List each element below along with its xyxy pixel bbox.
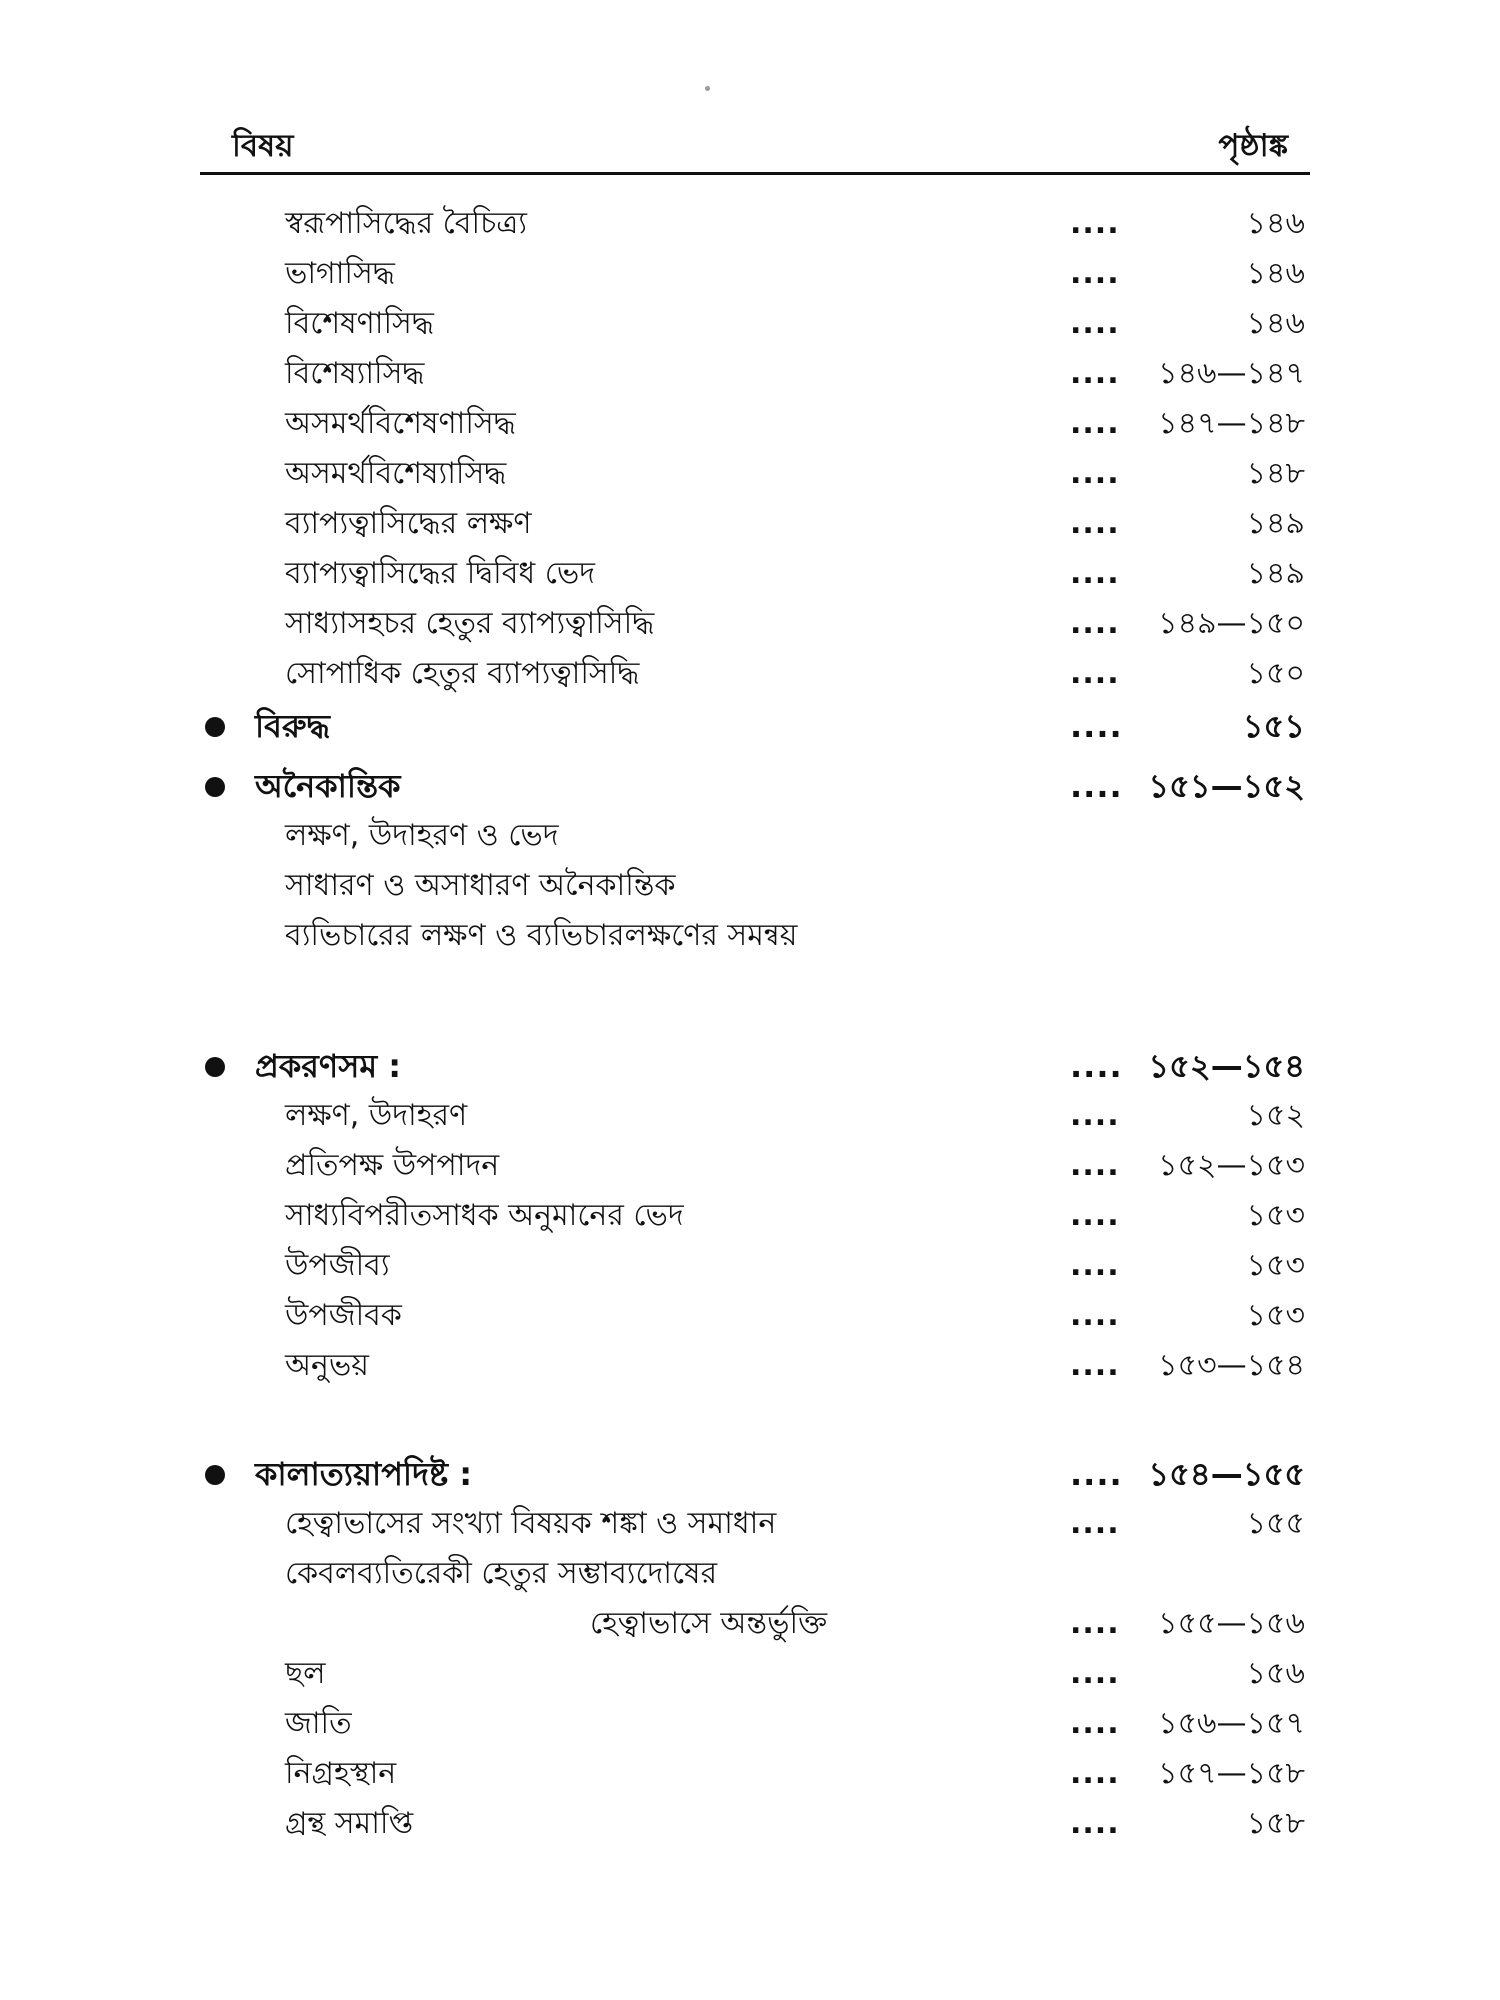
toc-entry [0,1292,1500,1340]
leader-dots: .... [1070,1806,1120,1841]
toc-section [0,1450,1500,1498]
page-number: ১৫৩ [1246,1248,1305,1283]
toc-entry [0,812,1500,860]
leader-dots: .... [1070,1506,1120,1541]
page-number: ১৫৭—১৫৮ [1158,1756,1305,1791]
toc-entry [0,1750,1500,1798]
page-number: ১৪৭—১৪৮ [1158,406,1305,441]
entry-title: অনুভয় [285,1348,369,1383]
toc-entry [0,862,1500,910]
toc-entry [0,1700,1500,1748]
entry-title: ভাগাসিদ্ধ [285,256,395,291]
leader-dots: .... [1070,1348,1120,1383]
leader-dots: .... [1070,1706,1120,1741]
toc-entry [0,200,1500,248]
entry-title: ব্যাপ্যত্বাসিদ্ধের লক্ষণ [285,506,532,541]
entry-title: ব্যাপ্যত্বাসিদ্ধের দ্বিবিধ ভেদ [285,556,596,591]
leader-dots: .... [1070,206,1120,241]
entry-title: প্রতিপক্ষ উপপাদন [285,1148,500,1183]
header-rule [200,172,1310,175]
bullet-icon [205,1057,225,1077]
page-number: ১৫৩ [1246,1198,1305,1233]
entry-title: উপজীব্য [285,1248,390,1283]
entry-title: সাধ্যাসহচর হেতুর ব্যাপ্যত্বাসিদ্ধি [285,606,655,641]
page-number: ১৫২—১৫৩ [1158,1148,1305,1183]
leader-dots: .... [1070,456,1120,491]
leader-dots: .... [1070,356,1120,391]
page-number: ১৪৬—১৪৭ [1158,356,1305,391]
leader-dots: .... [1070,1455,1123,1493]
page-number: ১৫৫—১৫৬ [1158,1606,1305,1641]
entry-title: গ্রন্থ সমাপ্তি [285,1806,414,1841]
entry-title: জাতি [285,1706,352,1741]
leader-dots: .... [1070,506,1120,541]
toc-entry [0,1342,1500,1390]
leader-dots: .... [1070,406,1120,441]
page-number: ১৪৬ [1246,206,1305,241]
entry-title: কালাত্যয়াপদিষ্ট : [255,1455,473,1493]
toc-entry [0,1500,1500,1548]
page-number: ১৫২ [1246,1098,1305,1133]
toc-entry [0,250,1500,298]
entry-title: লক্ষণ, উদাহরণ [285,1098,468,1133]
entry-title: বিশেষণাসিদ্ধ [285,306,434,341]
leader-dots: .... [1070,707,1123,745]
page-number: ১৪৬ [1246,306,1305,341]
leader-dots: .... [1070,1656,1120,1691]
entry-title: ছল [285,1656,326,1691]
leader-dots: .... [1070,1148,1120,1183]
page-number: ১৪৯ [1246,556,1305,591]
leader-dots: .... [1070,1098,1120,1133]
entry-title: উপজীবক [285,1298,402,1333]
entry-title: স্বরূপাসিদ্ধের বৈচিত্র্য [285,206,528,241]
entry-title: প্রকরণসম : [255,1047,402,1085]
entry-title: হেত্বাভাসের সংখ্যা বিষয়ক শঙ্কা ও সমাধান [285,1506,777,1541]
entry-title: সোপাধিক হেতুর ব্যাপ্যত্বাসিদ্ধি [285,656,640,691]
page-number: ১৫৩—১৫৪ [1158,1348,1305,1383]
page-number: ১৪৮ [1246,456,1305,491]
toc-entry [0,1650,1500,1698]
header-page: পৃষ্ঠাঙ্ক [1218,128,1288,164]
toc-entry [0,450,1500,498]
page-number: ১৫০ [1246,656,1305,691]
toc-entry [0,1192,1500,1240]
toc-entry [0,550,1500,598]
page-number: ১৫৫ [1246,1506,1305,1541]
leader-dots: .... [1070,606,1120,641]
page-number: ১৪৯ [1246,506,1305,541]
header-subject: বিষয় [232,128,294,164]
page-number: ১৪৯—১৫০ [1158,606,1305,641]
toc-header [200,118,1310,173]
leader-dots: .... [1070,256,1120,291]
toc-entry [0,1142,1500,1190]
entry-title: অনৈকান্তিক [255,767,401,805]
page-number: ১৪৬ [1246,256,1305,291]
leader-dots: .... [1070,1606,1120,1641]
toc-entry [0,600,1500,648]
leader-dots: .... [1070,1756,1120,1791]
toc-section [0,702,1500,750]
entry-title: নিগ্রহস্থান [285,1756,397,1791]
leader-dots: .... [1070,656,1120,691]
toc-section [0,1042,1500,1090]
toc-entry [0,400,1500,448]
page-number: ১৫৮ [1246,1806,1305,1841]
leader-dots: .... [1070,1198,1120,1233]
leader-dots: .... [1070,1047,1123,1085]
toc-entry [0,912,1500,960]
toc-section [0,762,1500,810]
leader-dots: .... [1070,306,1120,341]
entry-title: অসমর্থবিশেষণাসিদ্ধ [285,406,516,441]
entry-title: কেবলব্যতিরেকী হেতুর সম্ভাব্যদোষের [285,1556,718,1591]
page-number: ১৫৬ [1246,1656,1305,1691]
toc-entry [0,1092,1500,1140]
stray-mark [705,86,710,91]
page-number: ১৫৬—১৫৭ [1158,1706,1305,1741]
leader-dots: .... [1070,1298,1120,1333]
entry-title: সাধ্যবিপরীতসাধক অনুমানের ভেদ [285,1198,684,1233]
toc-entry [0,350,1500,398]
entry-title: বিরুদ্ধ [255,707,330,745]
entry-title: বিশেষ্যাসিদ্ধ [285,356,425,391]
toc-entry [0,1800,1500,1848]
page-number: ১৫৪—১৫৫ [1148,1455,1305,1493]
leader-dots: .... [1070,556,1120,591]
toc-entry [0,1242,1500,1290]
page-number: ১৫১—১৫২ [1148,767,1305,805]
leader-dots: .... [1070,1248,1120,1283]
toc-entry [0,300,1500,348]
toc-entry [0,1600,1500,1648]
entry-title: অসমর্থবিশেষ্যাসিদ্ধ [285,456,507,491]
entry-title: সাধারণ ও অসাধারণ অনৈকান্তিক [285,868,676,903]
page-number: ১৫৩ [1246,1298,1305,1333]
page-number: ১৫২—১৫৪ [1148,1047,1305,1085]
entry-title: লক্ষণ, উদাহরণ ও ভেদ [285,818,559,853]
bullet-icon [205,1465,225,1485]
entry-title: হেত্বাভাসে অন্তর্ভুক্তি [590,1606,828,1641]
bullet-icon [205,717,225,737]
toc-entry [0,1550,1500,1598]
page-number: ১৫১ [1242,707,1305,745]
toc-entry [0,650,1500,698]
entry-title: ব্যভিচারের লক্ষণ ও ব্যভিচারলক্ষণের সমন্বয় [285,918,798,953]
toc-entry [0,500,1500,548]
bullet-icon [205,777,225,797]
leader-dots: .... [1070,767,1123,805]
